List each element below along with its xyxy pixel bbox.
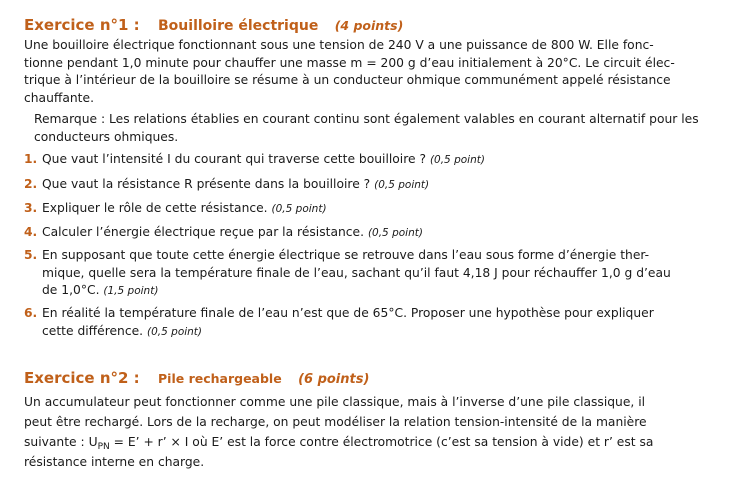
question-points: (0,5 point) — [374, 179, 430, 191]
question-line-last — [42, 282, 672, 301]
question-number: 5. — [24, 248, 38, 262]
question-line: de 1,0°C. — [42, 283, 100, 297]
question-text — [42, 305, 672, 341]
question-text — [42, 200, 672, 219]
question-3 — [24, 200, 672, 219]
question-6 — [24, 305, 672, 341]
question-5 — [24, 247, 672, 301]
question-points: (0,5 point) — [271, 203, 327, 215]
formula-rest: = E’ + r’ × I où E’ est la force contre électromotrice (c’est sa tension à vide) et r’ est sa — [109, 435, 654, 449]
intro-line: chauffante. — [24, 90, 94, 105]
question-number: 3. — [24, 201, 38, 215]
intro-line: Une bouilloire électrique fonctionnant sous une tension de 240 V a une puissance de 800 W. Elle fonc- — [24, 38, 654, 52]
question-line: cette différence. — [42, 323, 144, 338]
exercise-2-points: (6 points) — [298, 372, 370, 387]
question-text — [42, 151, 672, 170]
question-line: En supposant que toute cette énergie électrique se retrouve dans l’eau sous forme d’énergie ther- — [42, 248, 650, 262]
question-points: (0,5 point) — [367, 227, 423, 239]
question-2 — [24, 176, 672, 195]
exercise-1-name: Bouilloire électrique — [158, 18, 319, 34]
formula-subscript: PN — [97, 442, 110, 452]
question-4 — [24, 224, 672, 243]
intro-line: trique à l’intérieur de la bouilloire se résume à un conducteur ohmique communément appelé résistance — [24, 73, 671, 87]
intro-line — [24, 432, 666, 452]
intro-line: tionne pendant 1,0 minute pour chauffer une masse m = 200 g d’eau initialement à 20°C. Le circuit élec- — [24, 55, 675, 70]
question-number: 2. — [24, 177, 38, 191]
intro-line: peut être rechargé. Lors de la recharge, on peut modéliser la relation tension-intensité de la manière — [24, 415, 647, 429]
question-points: (0,5 point) — [147, 325, 203, 338]
intro-line: Un accumulateur peut fonctionner comme une pile classique, mais à l’inverse d’une pile classique, il — [24, 395, 646, 409]
question-line: Expliquer le rôle de cette résistance. — [42, 201, 268, 215]
exercise-1-number: Exercice n°1 : — [24, 16, 140, 34]
question-text — [42, 247, 672, 301]
intro-line: résistance interne en charge. — [24, 455, 205, 469]
exercise-2-number: Exercice n°2 : — [24, 369, 140, 387]
question-text — [42, 224, 672, 243]
question-1 — [24, 151, 672, 170]
question-number: 1. — [24, 152, 38, 166]
exercise-1-title — [24, 8, 403, 36]
question-line: Que vaut l’intensité I du courant qui traverse cette bouilloire ? — [42, 152, 427, 166]
remark-line: conducteurs ohmiques. — [34, 129, 179, 144]
question-line: Que vaut la résistance R présente dans la bouilloire ? — [42, 177, 371, 191]
question-number: 4. — [24, 225, 38, 239]
question-line: En réalité la température finale de l’eau n’est que de 65°C. Proposer une hypothèse pour expliquer — [42, 306, 654, 320]
exercise-2-title — [24, 361, 369, 389]
remark-line: Remarque : Les relations établies en courant continu sont également valables en courant alternatif pour les — [34, 112, 699, 126]
exercise-2-name: Pile rechargeable — [158, 371, 282, 386]
question-line: Calculer l’énergie électrique reçue par la résistance. — [42, 225, 365, 239]
question-text — [42, 176, 672, 195]
question-line-last — [42, 323, 672, 342]
exercise-1-remark — [34, 111, 699, 146]
question-line: mique, quelle sera la température finale de l’eau, sachant qu’il faut 4,18 J pour réchauffer 1,0 g d’eau — [42, 265, 671, 280]
question-points: (0,5 point) — [429, 154, 485, 166]
exercise-2-intro — [24, 392, 666, 472]
formula-prefix: suivante : U — [24, 435, 98, 449]
exercise-1-intro — [24, 37, 675, 107]
question-points: (1,5 point) — [103, 285, 159, 297]
question-number: 6. — [24, 306, 38, 320]
exercise-1-points: (4 points) — [334, 18, 404, 33]
